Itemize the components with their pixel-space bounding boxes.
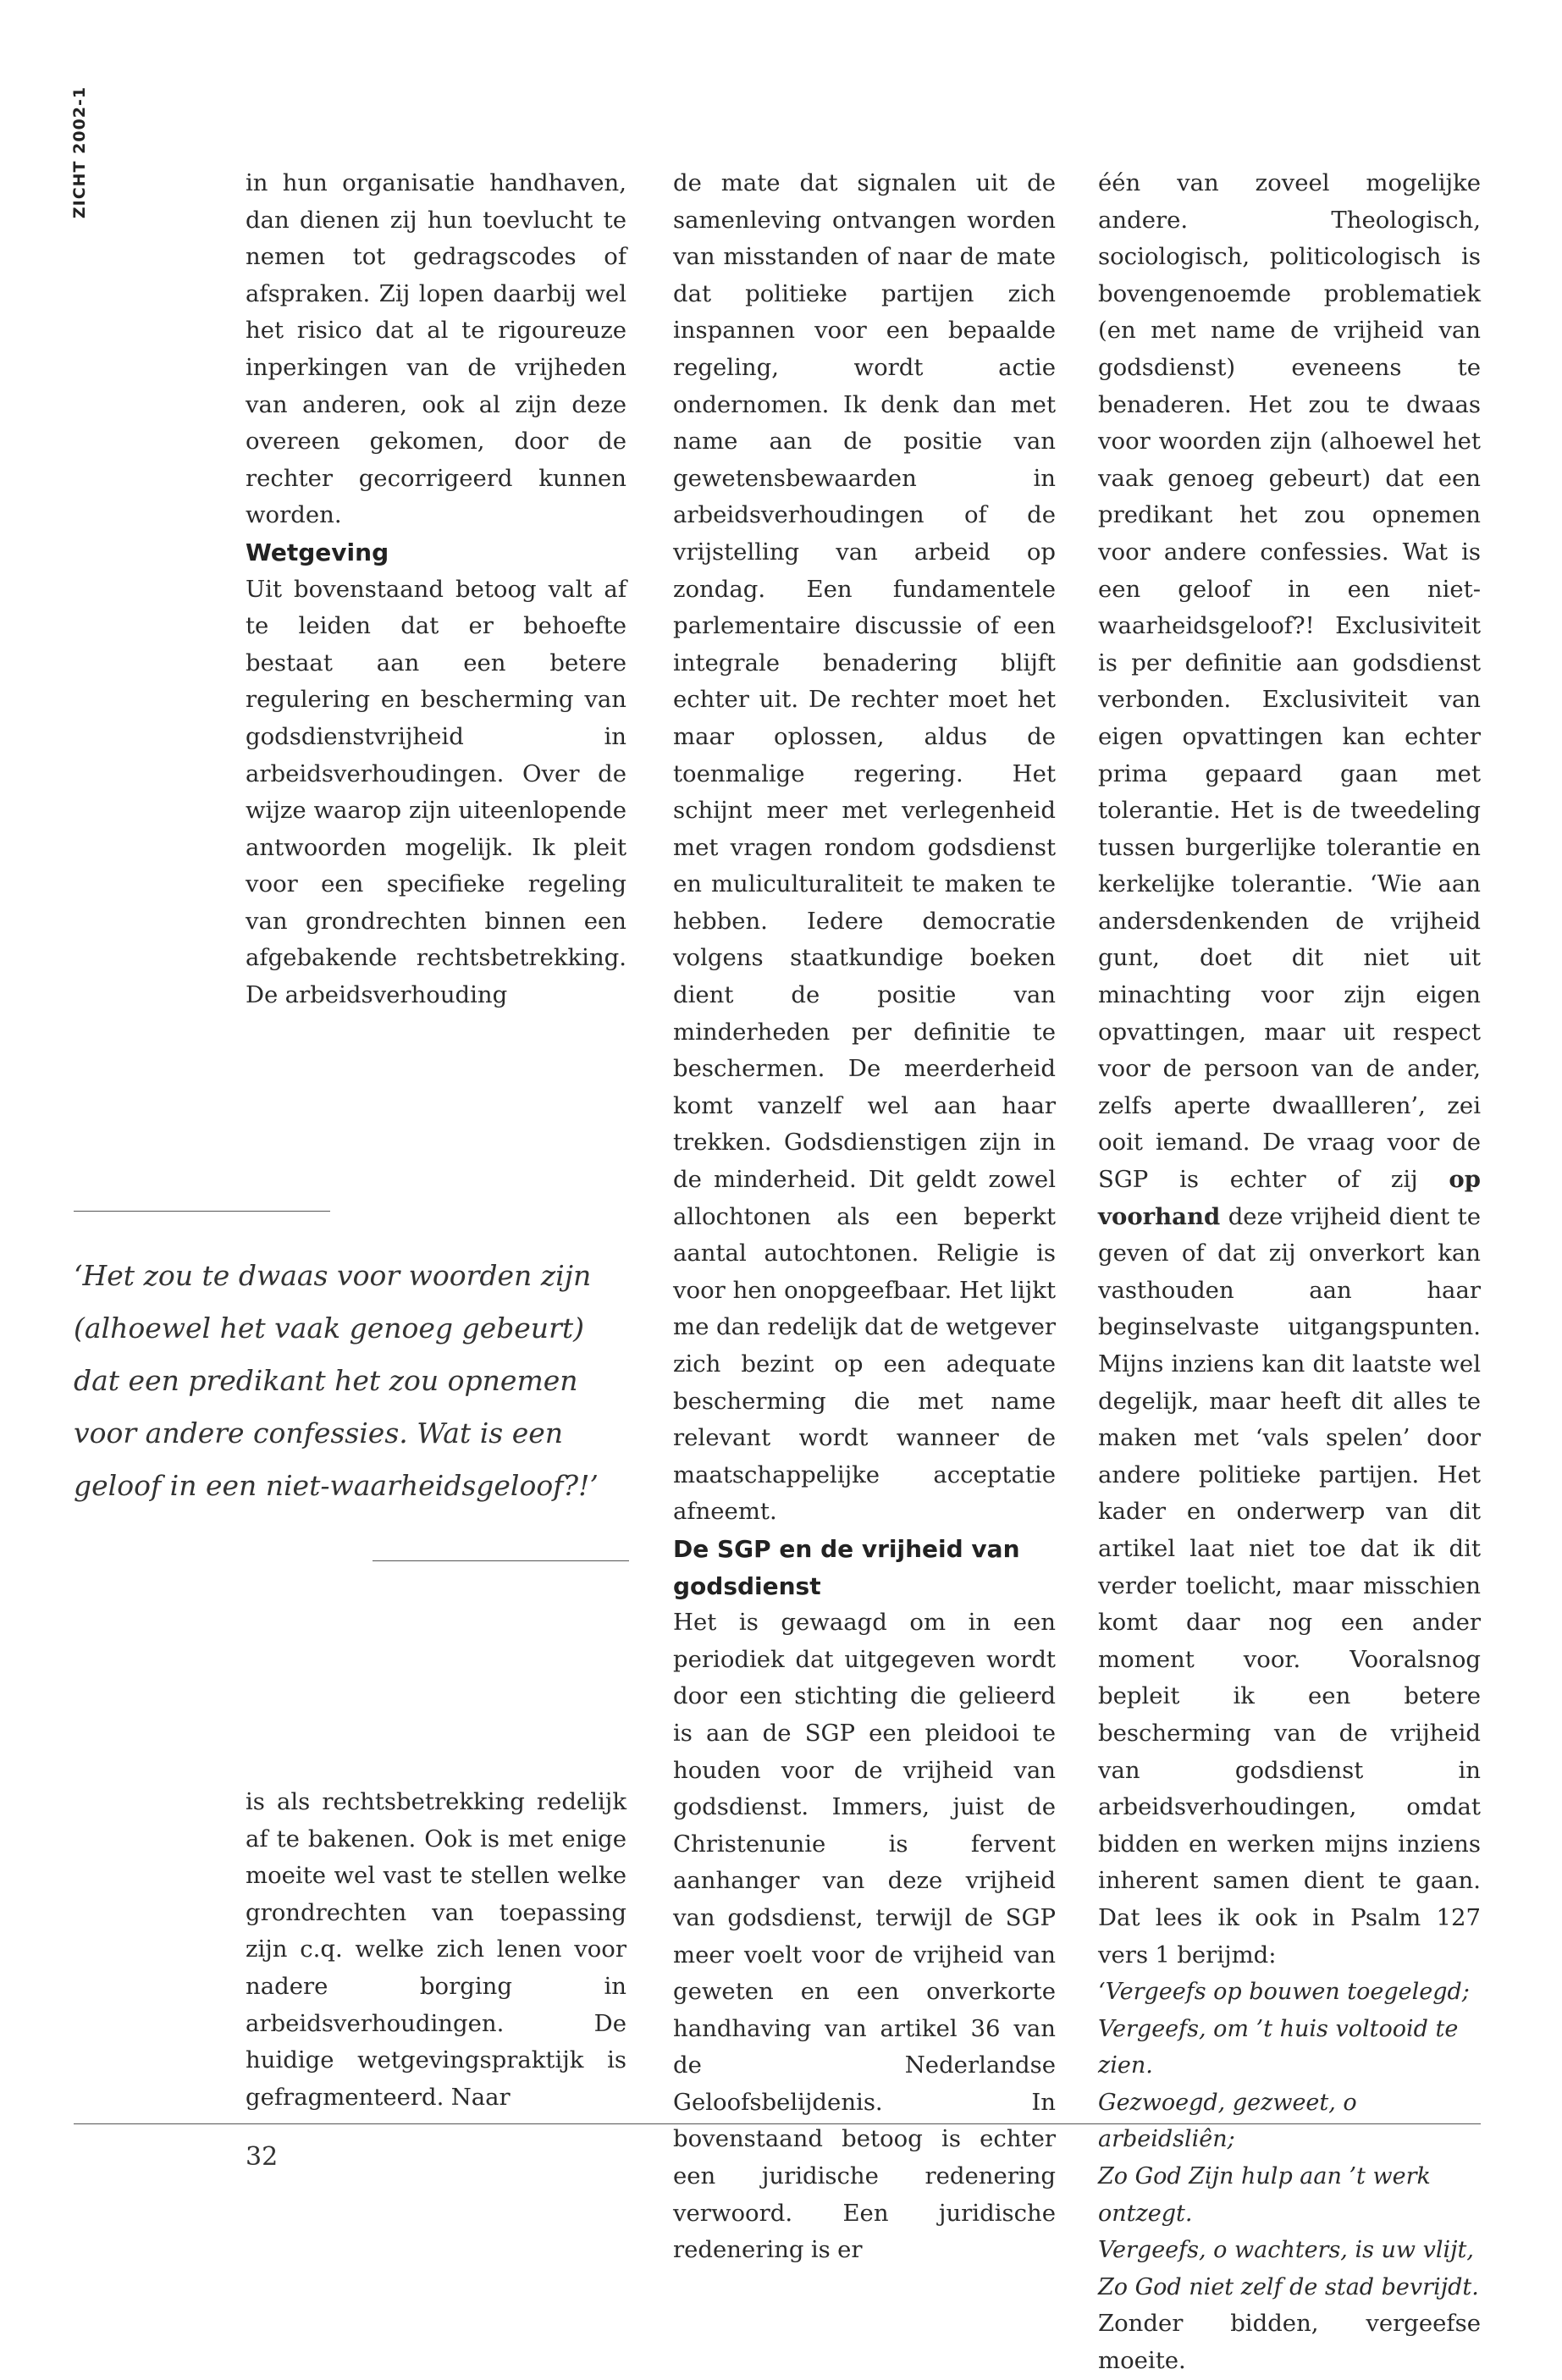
- column-2: [673, 165, 1056, 2269]
- journal-label: ZICHT 2002-1: [70, 86, 89, 219]
- psalm-line-2: Vergeefs, om ’t huis voltooid te zien.: [1098, 2015, 1459, 2079]
- column-3-body: [1098, 165, 1481, 1974]
- psalm-line-1: ‘Vergeefs op bouwen toegelegd;: [1098, 1979, 1470, 2006]
- pull-quote: ‘Het zou te dwaas voor woorden zijn (alhoewel het vaak genoeg gebeurt) dat een predikant het zou opnemen voor andere confessies. Wat is een geloof in een niet-waarheidsgeloof?!’: [74, 1259, 599, 1502]
- psalm-line-5: Vergeefs, o wachters, is uw vlijt,: [1098, 2237, 1474, 2264]
- section-heading-wetgeving: Wetgeving: [246, 538, 389, 566]
- column-1-intro: in hun organisatie handhaven, dan dienen zij hun toevlucht te nemen tot gedragscodes of afspraken. Zij lopen daarbij wel het risico dat al te rigoureuze inperkingen van de vrijheden van anderen, ook al zijn deze overeen gekomen, door de rechter gecorrigeerd kunnen worden.: [246, 169, 626, 529]
- pull-quote-rule-top: [74, 1211, 330, 1212]
- footer-rule: [74, 2123, 1481, 2124]
- column-3-text-b: deze vrijheid dient te geven of dat zij onverkort kan vasthouden aan haar beginselvaste uitgangspunten. Mijns inziens kan dit laatste wel degelijk, maar heeft dit alles te maken met ‘vals spelen’ door andere politieke partijen. Het kader en onderwerp van dit artikel laat niet toe dat ik dit verder toelicht, maar misschien komt daar nog een ander moment voor. Vooralsnog bepleit ik een betere bescherming van de vrijheid van godsdienst in arbeidsverhoudingen, omdat bidden en werken mijns inziens inherent samen dient te gaan. Dat lees ik ook in Psalm 127 vers 1 berijmd:: [1098, 1202, 1481, 1969]
- column-2-body-2: Het is gewaagd om in een periodiek dat uitgegeven wordt door een stichting die gelieerd is aan de SGP een pleidooi te houden voor de vrijheid van godsdienst. Immers, juist de Christenunie is fervent aanhanger van deze vrijheid van godsdienst, terwijl de SGP meer voelt voor de vrijheid van geweten en een onverkorte handhaving van artikel 36 van de Nederlandse Geloofsbelijdenis. In bovenstaand betoog is echter een juridische redenering verwoord. Een juridische redenering is er: [673, 1609, 1056, 2264]
- column-1-continuation-text: is als rechtsbetrekking redelijk af te bakenen. Ook is met enige moeite wel vast te stellen welke grondrechten van toepassing zijn c.q. welke zich lenen voor nadere borging in arbeidsverhoudingen. De huidige wetgevingspraktijk is gefragmenteerd. Naar: [246, 1788, 626, 2111]
- bold-op-voorhand: op voorhand: [1098, 1166, 1481, 1230]
- page-number: 32: [246, 2142, 279, 2172]
- column-2-body: de mate dat signalen uit de samenleving ontvangen worden van misstanden of naar de mate dat politieke partijen zich inspannen voor een bepaalde regeling, wordt actie ondernomen. Ik denk dan met name aan de positie van gewetensbewaarden in arbeidsverhoudingen of de vrijstelling van arbeid op zondag. Een fundamentele parlementaire discussie of een integrale benadering blijft echter uit. De rechter moet het maar oplossen, aldus de toenmalige regering. Het schijnt meer met verlegenheid met vragen rondom godsdienst en muliculturaliteit te maken te hebben. Iedere democratie volgens staatkundige boeken dient de positie van minderheden per definitie te beschermen. De meerderheid komt vanzelf wel aan haar trekken. Godsdienstigen zijn in de minderheid. Dit geldt zowel allochtonen als een beperkt aantal autochtonen. Religie is voor hen onopgeefbaar. Het lijkt me dan redelijk dat de wetgever zich bezint op een adequate bescherming die met name relevant wordt wanneer de maatschappelijke acceptatie afneemt.: [673, 169, 1056, 1526]
- psalm-line-6: Zo God niet zelf de stad bevrijdt.: [1098, 2273, 1479, 2300]
- column-1-continuation: [246, 1784, 626, 2116]
- column-1: [246, 165, 626, 1014]
- pull-quote-rule-bottom: [373, 1560, 629, 1561]
- section-heading-sgp: De SGP en de vrijheid van godsdienst: [673, 1534, 1020, 1600]
- column-3-text-a: één van zoveel mogelijke andere. Theologisch, sociologisch, politicologisch is bovengenoemde problematiek (en met name de vrijheid van godsdienst) eveneens te benaderen. Het zou te dwaas voor woorden zijn (alhoewel het vaak genoeg gebeurt) dat een predikant het zou opnemen voor andere confessies. Wat is een geloof in een niet-waarheidsgeloof?! Exclusiviteit is per definitie aan godsdienst verbonden. Exclusiviteit van eigen opvattingen kan echter prima gepaard gaan met tolerantie. Het is de tweedeling tussen burgerlijke tolerantie en kerkelijke tolerantie. ‘Wie aan andersdenkenden de vrijheid gunt, doet dit niet uit minachting voor zijn eigen opvattingen, maar uit respect voor de persoon van de ander, zelfs aperte dwaallleren’, zei ooit iemand. De vraag voor de SGP is echter of zij: [1098, 169, 1481, 1194]
- column-1-body: Uit bovenstaand betoog valt af te leiden dat er behoefte bestaat aan een betere regulering en bescherming van godsdienstvrijheid in arbeidsverhoudingen. Over de wijze waarop zijn uiteenlopende antwoorden mogelijk. Ik pleit voor een specifieke regeling van grondrechten binnen een afgebakende rechtsbetrekking. De arbeidsverhouding: [246, 575, 626, 1009]
- column-3: [1098, 165, 1481, 2380]
- psalm-line-3: Gezwoegd, gezweet, o arbeidsliên;: [1098, 2089, 1357, 2153]
- psalm-line-4: Zo God Zijn hulp aan ’t werk ontzegt.: [1098, 2163, 1431, 2227]
- column-3-closing: Zonder bidden, vergeefse moeite.: [1098, 2310, 1481, 2375]
